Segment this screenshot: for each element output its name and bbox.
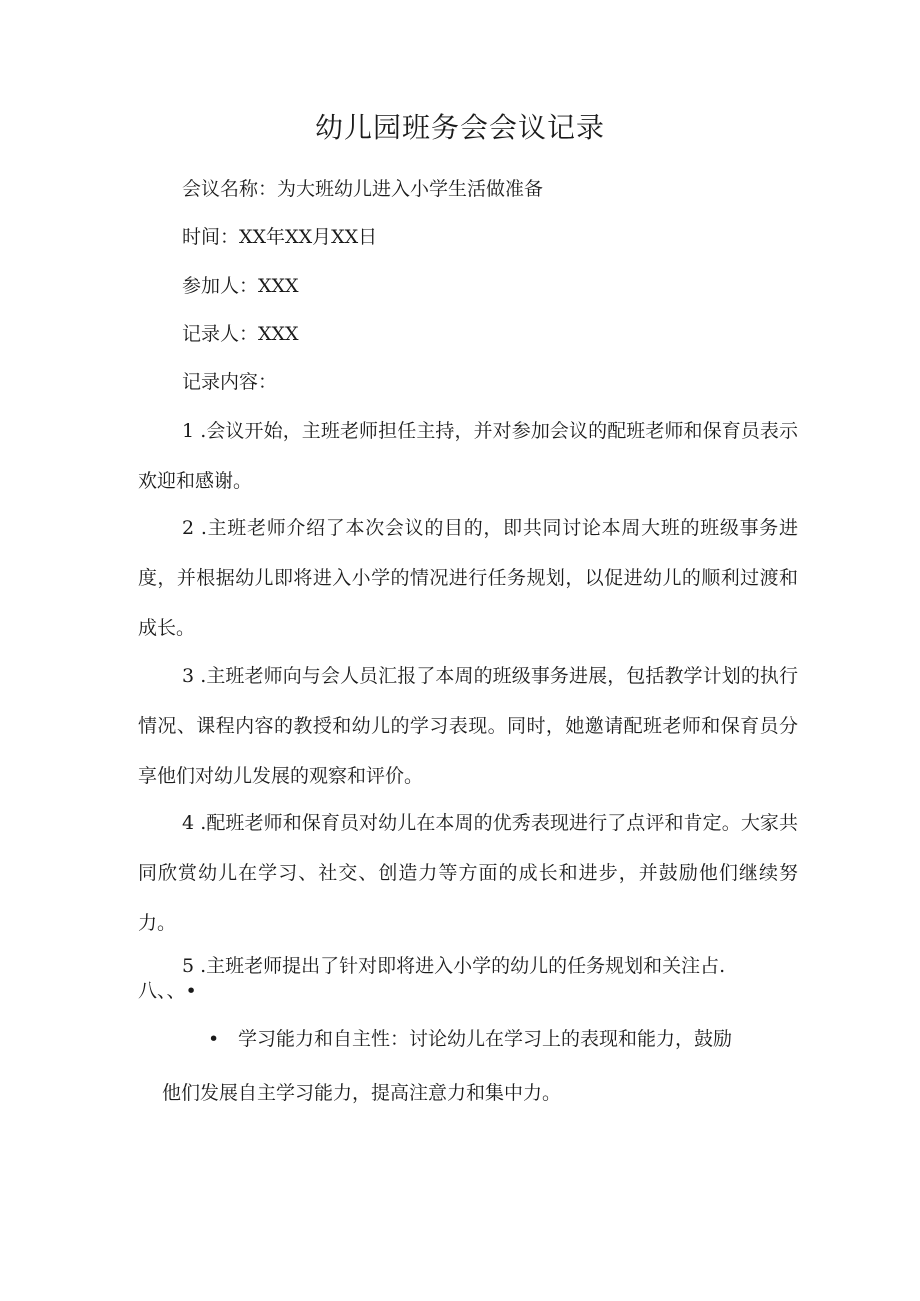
record-content-label: 记录内容： xyxy=(182,371,278,393)
record-item-4: 4 .配班老师和保育员对幼儿在本周的优秀表现进行了点评和肯定。大家共同欣赏幼儿在学习、社交、创造力等方面的成长和进步，并鼓励他们继续努力。 xyxy=(138,812,798,934)
bullet-text-line-2: 他们发展自主学习能力，提高注意力和集中力。 xyxy=(162,1082,562,1104)
record-item-2: 2 .主班老师介绍了本次会议的目的，即共同讨论本周大班的班级事务进度，并根据幼儿即将进入小学的情况进行任务规划，以促进幼儿的顺利过渡和成长。 xyxy=(138,517,798,639)
record-item-1: 1 .会议开始，主班老师担任主持，并对参加会议的配班老师和保育员表示欢迎和感谢。 xyxy=(138,420,798,492)
bullet-text-line-1: 学习能力和自主性：讨论幼儿在学习上的表现和能力，鼓励 xyxy=(238,1028,733,1050)
record-item-3: 3 .主班老师向与会人员汇报了本周的班级事务进展，包括教学计划的执行情况、课程内容的教授和幼儿的学习表现。同时，她邀请配班老师和保育员分享他们对幼儿发展的观察和评价。 xyxy=(138,665,798,787)
participants-line: 参加人：XXX xyxy=(182,275,299,297)
meeting-name-line: 会议名称：为大班幼儿进入小学生活做准备 xyxy=(182,178,544,200)
recorder-line: 记录人：XXX xyxy=(182,323,299,345)
stray-text-line: 八、、• xyxy=(138,980,197,1002)
record-item-5: 5 .主班老师提出了针对即将进入小学的幼儿的任务规划和关注占. xyxy=(182,955,726,977)
meeting-time-line: 时间：XX年XX月XX日 xyxy=(182,226,378,248)
bullet-item xyxy=(208,1024,732,1054)
document-title: 幼儿园班务会会议记录 xyxy=(314,111,605,144)
bullet-dot-icon: • xyxy=(208,1028,220,1050)
